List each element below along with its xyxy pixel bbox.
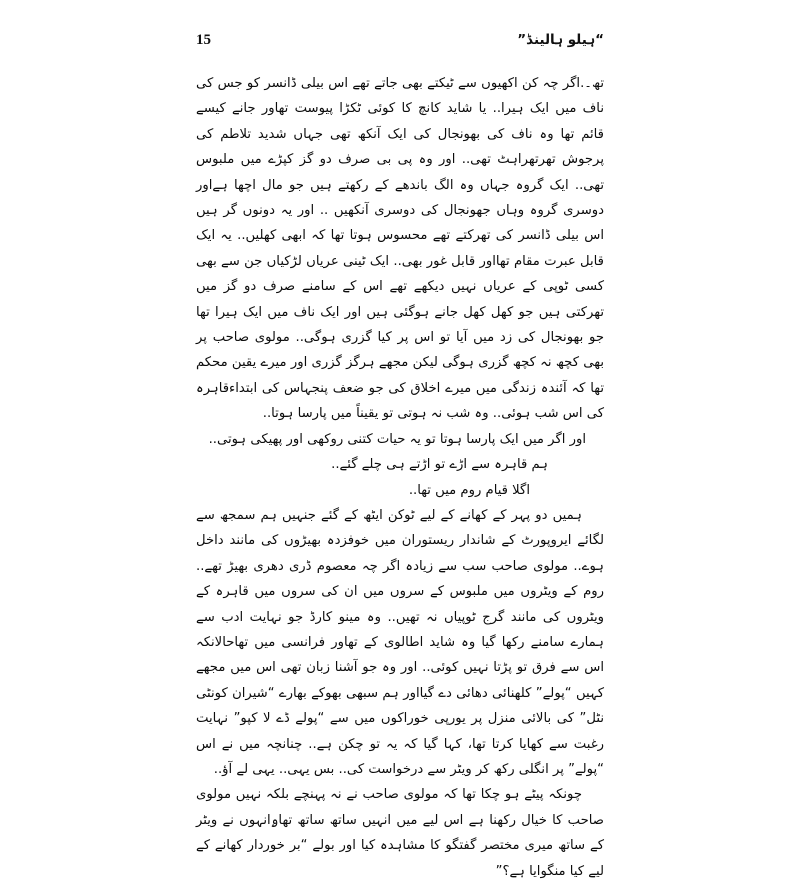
body-text [196,71,604,884]
paragraph-5: ہمیں دو پہر کے کھانے کے لیے ٹوکن ایٹھ کے گئے جنہیں ہم سمجھ سے لگائے ایروپورٹ کے شاندار ریستوران میں خوفزدہ بھیڑوں کی مانند داخل ہوے.. مولوی صاحب سب سے زیادہ اگر چہ معصوم ڈری دھری بھیڑ تھے.. روم کے ویٹروں میں ملبوس کے سروں میں ان کی سروں میں قاہرہ کے ویٹروں کی مانند گرج ٹوپیاں نہ تھیں.. وہ مینو کارڈ جو نہایت ادب سے ہمارے سامنے رکھا گیا وہ شاید اطالوی کے تھاور فرانسی میں تھاحالانکہ اس سے فرق تو پڑتا نہیں کوئی.. اور وہ جو آشنا زبان تھی اس میں مجھے کہیں “پولے” کلھنائی دھائی دے گیااور ہم سبھی بھوکے بھارے “شیران کونٹی نٹل” کی بالائی منزل پر یورپی خوراکوں میں سے “پولے ڈے لا کپو” نہایت رغبت سے کھایا کرتا تھا، کہا گیا کہ یہ تو چکن ہے.. چنانچہ میں نے اس “پولے” پر انگلی رکھ کر ویٹر سے درخواست کی.. بس یہی.. یہی لے آؤ.. [196,507,604,777]
page-content [196,32,604,884]
paragraph-4: اگلا قیام روم میں تھا.. [408,482,530,498]
paragraph-6: چونکہ پیٹے ہو چکا تھا کہ مولوی صاحب نے نہ پہنچے بلکہ نہیں مولوی صاحب کا خیال رکھنا ہے اس لیے میں انہیں ساتھ ساتھ تھاۄانہوں نے ویٹر کے ساتھ میری مختصر گفتگو کا مشاہدہ کیا اور بولے “بر خوردار کھانے کے لیے کیا منگوایا ہے؟” [196,787,604,879]
paragraph-1: تھ۔.اگر چہ کن اکھیوں سے ٹیکتے بھی جاتے تھے اس بیلی ڈانسر کو جس کی ناف میں ایک ہیرا.. یا شاید کانچ کا کوئی ٹکڑا پیوست تھاور جانے کیسے قائم تھا وہ ناف کی بھونجال کی ایک آنکھ تھی جہاں شدید تلاطم کی پرجوش تھرتھراہٹ تھی.. اور وہ پی بی صرف دو گز کپڑے میں ملبوس تھی.. ایک گروہ جہاں وہ الگ باندھے کے رکھتے ہیں جو مال اچھا ہےاور دوسری گروہ وہاں جھونجال کی دوسری آنکھیں .. اور یہ دونوں گر ہیں اس بیلی ڈانسر کی تھرکتے تھے محسوس ہوتا تھا کہ ابھی کھلیں.. یہ ایک قابل عبرت مقام تھااور قابل غور بھی.. ایک ٹینی عریاں لڑکیاں جن سے بھی کسی ٹوپی کے عریاں نہیں دیکھے تھے اس کے سامنے صرف دو گز میں تھرکتی ہیں جو کھل کھل جانے ہوگئی ہیں اور ایک ناف میں ایک ہیرا تھا جو بھونجال کی زد میں آیا تو اس پر کیا گزری ہوگی.. مولوی صاحب پر بھی کچھ نہ کچھ گزری ہوگی لیکن مجھے ہرگز گزری اور میرے یقین محکم تھا کہ آئندہ زندگی میں میرے اخلاق کی جو ضعف پنجہاس کی ابتداءقاہرہ کی اس شب ہوئی.. وہ شب نہ ہوتی تو یقیناً میں پارسا ہوتا.. [196,76,604,422]
page-header [196,32,604,49]
page-number: 15 [196,32,211,48]
book-title: “ہیلو ہالینڈ” [517,32,604,48]
paragraph-2: اور اگر میں ایک پارسا ہوتا تو یہ حیات کتنی روکھی اور پھیکی ہوتی.. [208,431,586,447]
paragraph-3: ہم قاہرہ سے اڑے تو اڑتے ہی چلے گئے.. [331,457,548,473]
